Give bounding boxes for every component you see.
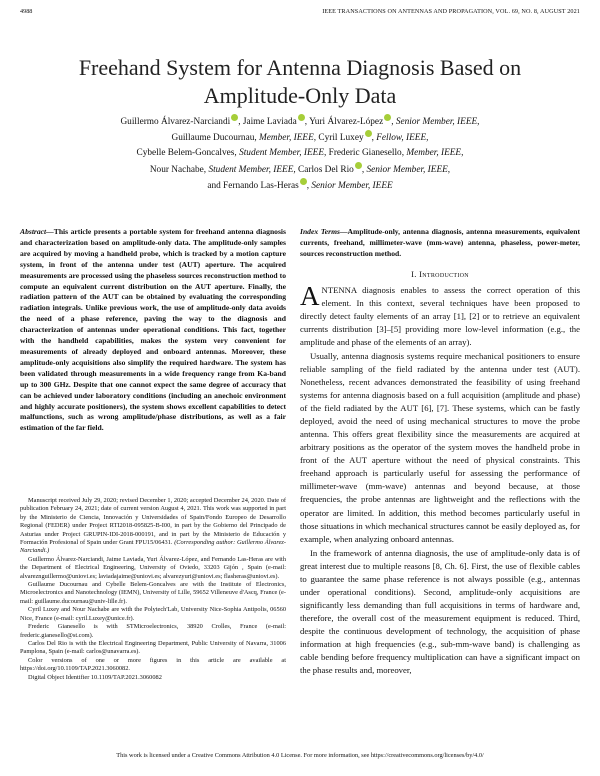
orcid-icon[interactable]: [298, 114, 305, 121]
footnotes: [20, 497, 286, 682]
abstract-text: This article presents a portable system for freehand antenna diagnosis and characterization based on amplitude-only data. The amplitude-only samples are acquired by moving a handheld probe, which is tracked by a motion capture system, in front of the antenna under test (AUT) aperture. The acquired measurements are processed using the phaseless sources reconstruction method to compute an equivalent current distribution on the AUT aperture. Finally, the radiation pattern of the AUT can be obtained by evaluating the corresponding radiation integrals. Unlike previous work, the use of amplitude-only data avoids the need of a phase reference, paving the way to the diagnosis and characterization of antennas under operational conditions. This fact, together with the handheld capabilities, makes the system very convenient for measurements of already deployed and onboard antennas. Moreover, these amplitude-only acquisitions also simplify the required hardware. The system has been validated through measurements in a wide frequency range from Ka-band up to 300 GHz. Despite that one cannot expect the same degree of accuracy that can be achieved under laboratory conditions (including an anechoic environment and highly accurate positioners), the system shows excellent capabilities to detect malfunctions, such as wrong amplitude/phase distributions, as well as a fair estimation of the far field.: [20, 227, 286, 433]
author-name: Guillermo Álvarez-Narciandi: [120, 117, 231, 127]
author-role: Member, IEEE,: [406, 148, 464, 159]
footnote-affiliation: Cyril Luxey and Nour Nachabe are with the Polytech'Lab, University Nice-Sophia Antipolis, 06560 Nice, France (e-mail: cyril.Luxey@unice.fr).: [20, 606, 286, 622]
author-name: Frederic Gianesello: [328, 148, 402, 159]
author-name: Nour Nachabe: [149, 164, 204, 175]
orcid-icon[interactable]: [231, 114, 238, 121]
author-role: Senior Member, IEEE: [311, 180, 393, 191]
license-footer: This work is licensed under a Creative Commons Attribution 4.0 License. For more information, see https://creativecommons.org/licenses/by/4.0/: [116, 752, 484, 759]
author-name: and Fernando Las-Heras: [207, 180, 299, 191]
page-number: 4988: [20, 8, 33, 15]
author-role: Senior Member, IEEE,: [395, 117, 480, 127]
author-name: Carlos Del Rio: [298, 164, 354, 175]
footnote-affiliation: Carlos Del Rio is with the Electrical Engineering Department, Public University of Navarra, 31006 Pamplona, Spain (e-mail: carlos@unavarra.es).: [20, 639, 286, 656]
drop-cap: A: [300, 280, 320, 311]
orcid-icon[interactable]: [300, 178, 307, 185]
corresponding-author: (Corresponding author: Guillermo Álvarez-Narciandi.): [20, 539, 286, 555]
index-terms-label: Index Terms—: [300, 227, 348, 236]
author-role: Senior Member, IEEE,: [366, 164, 451, 175]
index-terms-text: Amplitude-only, antenna diagnosis, antenna measurements, equivalent currents, freehand, millimeter-wave (mm-wave) antenna, phaseless, power-meter, sources reconstruction method.: [300, 227, 580, 258]
abstract-label: Abstract—: [20, 227, 54, 236]
author-name: Guillaume Ducournau: [171, 133, 255, 144]
orcid-icon[interactable]: [365, 130, 372, 137]
intro-paragraph-3: In the framework of antenna diagnosis, the use of amplitude-only data is of great interest due to multiple reasons [8, Ch. 6]. First, the use of flexible cables to guarantee the same phase reference is not always possible (e.g., antennas under operational conditions). Second, amplitude-only acquisitions are significantly less demanding than full acquisitions in terms of hardware and, therefore, the overall cost of the measurement equipment is reduced. Third, despite the continuous development of technology, the acquisition of phase information at high frequencies (e.g., sub-mm-wave band) is challenging as cable bending before frequency multiplication can have a significant impact on the phase results and, moreover,: [300, 547, 580, 676]
author-role: Fellow, IEEE,: [376, 133, 429, 144]
paper-title: Freehand System for Antenna Diagnosis Based on Amplitude-Only Data: [78, 55, 522, 108]
author-role: Student Member, IEEE,: [239, 148, 327, 159]
author-role: Student Member, IEEE,: [208, 164, 296, 175]
footnote-affiliation: Guillermo Álvarez-Narciandi, Jaime Laviada, Yuri Álvarez-López, and Fernando Las-Heras are with the Department of Electrical Engineering, University of Oviedo, 33203 Gijón , Spain (e-mail: alvareznguillermo@uniovi.es; laviadajaime@uniovi.es; alvarezyuri@uniovi.es; flasheras@uniovi.es).: [20, 555, 286, 580]
section-title: I. Introduction: [411, 268, 469, 279]
index-terms: [300, 227, 580, 260]
footnote-received: Manuscript received July 29, 2020; revised December 1, 2020; accepted December 24, 2020. Date of publication February 24, 2021; date of current version August 4, 2021. This work was supported in part by the Ministerio de Ciencia, Innovación y Universidades of Spain/Fondo Europeo de Desarrollo Regional (FEDER) under Project RTI2018-095825-B-I00, in part by the Gobierno del Principado de Asturias under Project GRUPIN-IDI-2018-000191, and in part by the Ministerio de Educación y Formación Profesional of Spain under Grant FPU15/06431. (Corresponding author: Guillermo Álvarez-Narciandi.): [20, 497, 286, 555]
footnote-affiliation: Color versions of one or more figures in this article are available at https://doi.org/10.1109/TAP.2021.3060082.: [20, 656, 286, 673]
author-name: Cyril Luxey: [318, 133, 364, 144]
author-role: Member, IEEE,: [259, 133, 317, 144]
orcid-icon[interactable]: [355, 162, 362, 169]
abstract: [20, 227, 286, 434]
author-name: Jaime Laviada: [242, 117, 297, 127]
right-column: [300, 227, 580, 677]
footnote-affiliation: Guillaume Ducournau and Cybelle Belem-Goncalves are with the Institute of Electronics, Microelectronics and Nanotechnology (IEMN), University of Lille, 59652 Villeneuve d'Ascq, France (e-mail: guillaume.ducournau@univ-lille.fr).: [20, 581, 286, 605]
affiliations: [20, 556, 286, 682]
footnote-affiliation: Digital Object Identifier 10.1109/TAP.2021.3060082: [28, 673, 162, 681]
footnote-affiliation: Frederic Gianesello is with STMicroelectronics, 38920 Crolles, France (e-mail: frederic.gianesello@st.com).: [20, 623, 286, 639]
author-name: Cybelle Belem-Goncalves: [136, 148, 235, 159]
author-list: Guillermo Álvarez-Narciandi , Jaime Laviada , Yuri Álvarez-López , Senior Member, IEEE, Guillaume Ducournau, Member, IEEE, Cyril Luxey , Fellow, IEEE, Cybelle Belem-Goncalves, Student Member, IEEE, Frederic Gianesello, Member, IEEE, Nour Nachabe, Student Member, IEEE, Carlos Del Rio , Senior Member, IEEE, and Fernando Las-Heras , Senior Member, IEEE: [30, 114, 570, 194]
author-name: Yuri Álvarez-López: [309, 117, 384, 127]
orcid-icon[interactable]: [384, 114, 391, 121]
intro-paragraph-1: ANTENNA diagnosis enables to assess the correct operation of this element. In this context, several techniques have been proposed to directly detect faulty elements of an array [1], [2] or to retrieve an equivalent currents distribution [3]–[5] providing more low-level information (e.g., the amplitude and phase of the elements of an array).: [300, 280, 580, 347]
intro-paragraph-2: Usually, antenna diagnosis systems require mechanical positioners to ensure reliable sampling of the field radiated by the antenna under test (AUT). Nonetheless, recent advances demonstrated the feasibility of using freehand systems for antenna diagnosis based on a full acquisition (amplitude and phase) of the field radiated by the AUT [6], [7]. These systems, which can be fastly deployed, avoid the need of using mechanical structures to move the probe antenna. This offers great flexibility since the measurements are acquired at arbitrary positions as the operator of the system moves the handheld probe in front of the AUT aperture without the need of physical constraints. This freehand approach is particularly useful for assessing the performance of millimeter-wave (mm-wave) antennas and beyond because, at those frequencies, the probe antennas are lightweight and the reflections with the operator are limited. In addition, this method becomes particularly useful in those situations in which mechanical structures cannot be easily deployed as, for example, when analyzing onboard antennas.: [300, 350, 580, 544]
journal-header: IEEE TRANSACTIONS ON ANTENNAS AND PROPAGATION, VOL. 69, NO. 8, AUGUST 2021: [322, 8, 580, 15]
left-column: [20, 227, 286, 434]
